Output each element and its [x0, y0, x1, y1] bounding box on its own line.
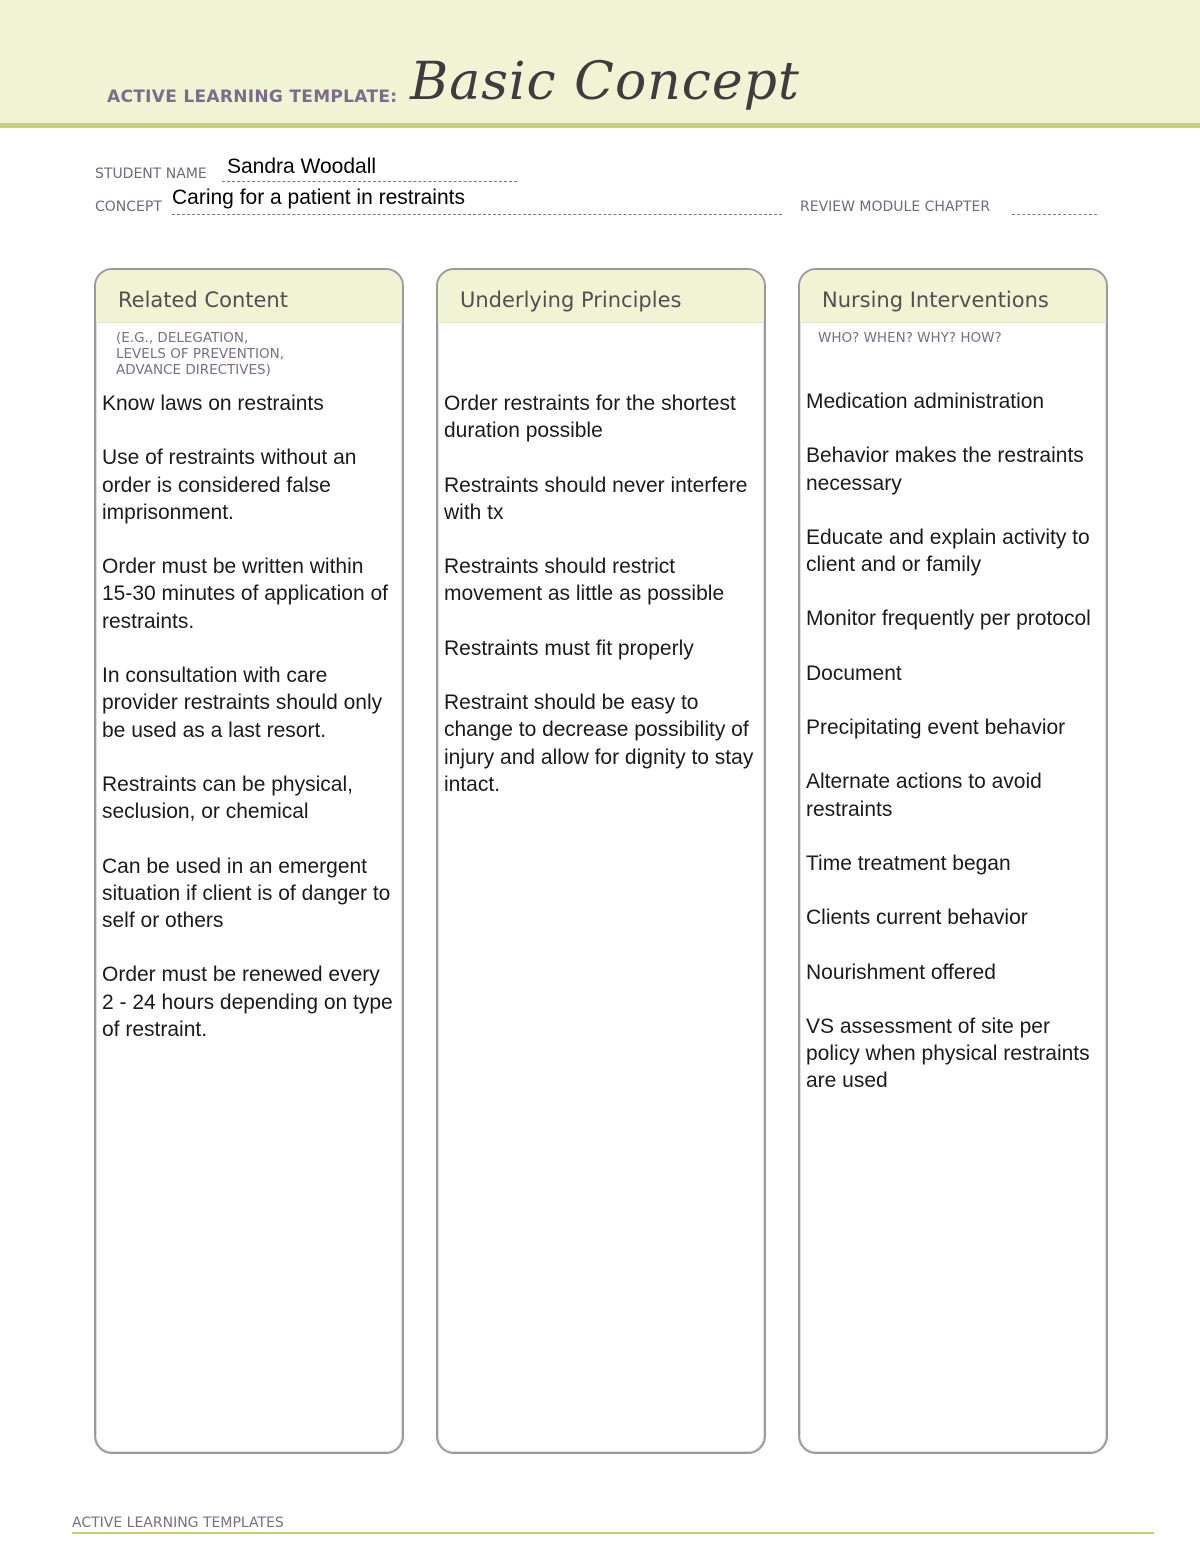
- list-item: Time treatment began: [806, 851, 1011, 875]
- footer-rule: [72, 1532, 1154, 1534]
- list-item: Clients current behavior: [806, 906, 1028, 930]
- review-chapter-field: [800, 198, 990, 216]
- list-item: Monitor frequently per protocol: [806, 607, 1091, 631]
- concept-value[interactable]: Caring for a patient in restraints: [172, 186, 465, 209]
- student-name-underline: [222, 181, 517, 182]
- list-item: Precipitating event behavior: [806, 716, 1066, 740]
- list-item: Can be used in an emergent situation if client is of danger to self or others: [102, 854, 391, 933]
- review-chapter-underline: [1012, 214, 1097, 215]
- item-list[interactable]: [444, 390, 758, 825]
- list-item: Order must be renewed every 2 - 24 hours depending on type of restraint.: [102, 963, 393, 1042]
- footer-label: ACTIVE LEARNING TEMPLATES: [72, 1515, 284, 1531]
- list-item: Know laws on restraints: [102, 392, 324, 415]
- card-title: Nursing Interventions: [822, 288, 1049, 312]
- card-title: Underlying Principles: [460, 288, 682, 312]
- card-nursing-interventions: [798, 268, 1108, 1454]
- list-item: Alternate actions to avoid restraints: [806, 770, 1042, 821]
- list-item: In consultation with care provider restraints should only be used as a last resort.: [102, 664, 383, 742]
- review-chapter-label: REVIEW MODULE CHAPTER: [800, 199, 991, 215]
- list-item: Restraints should restrict movement as little as possible: [444, 555, 725, 606]
- card-subtitle: WHO? WHEN? WHY? HOW?: [818, 330, 1002, 346]
- student-name-value[interactable]: Sandra Woodall: [227, 155, 377, 178]
- card-title: Related Content: [118, 288, 288, 312]
- concept-field: [95, 198, 162, 216]
- list-item: Restraints must fit properly: [444, 636, 694, 660]
- concept-underline: [172, 214, 782, 215]
- list-item: Educate and explain activity to client and or family: [806, 525, 1090, 577]
- template-label: ACTIVE LEARNING TEMPLATE:: [107, 87, 398, 107]
- card-related-content: [94, 268, 404, 1454]
- card-underlying-principles: [436, 268, 766, 1454]
- list-item: Nourishment offered: [806, 960, 996, 984]
- list-item: Order restraints for the shortest duration possible: [444, 392, 736, 443]
- list-item: Use of restraints without an order is considered false imprisonment.: [102, 446, 357, 524]
- item-list[interactable]: [102, 390, 396, 1070]
- item-list[interactable]: [806, 388, 1100, 1122]
- student-name-field: [95, 165, 207, 183]
- student-name-label: STUDENT NAME: [95, 166, 207, 182]
- list-item: Document: [806, 661, 902, 685]
- list-item: Restraints can be physical, seclusion, or chemical: [102, 772, 353, 824]
- list-item: VS assessment of site per policy when physical restraints are used: [806, 1014, 1090, 1093]
- list-item: Restraint should be easy to change to decrease possibility of injury and allow for dignity to stay intact.: [444, 691, 754, 796]
- concept-label: CONCEPT: [95, 199, 162, 215]
- card-subtitle: (E.G., DELEGATION, LEVELS OF PREVENTION, ADVANCE DIRECTIVES): [116, 330, 285, 378]
- list-item: Behavior makes the restraints necessary: [806, 444, 1084, 495]
- list-item: Order must be written within 15-30 minutes of application of restraints.: [102, 555, 389, 633]
- list-item: Medication administration: [806, 390, 1045, 413]
- template-title: Basic Concept: [410, 52, 800, 112]
- list-item: Restraints should never interfere with tx: [444, 473, 748, 524]
